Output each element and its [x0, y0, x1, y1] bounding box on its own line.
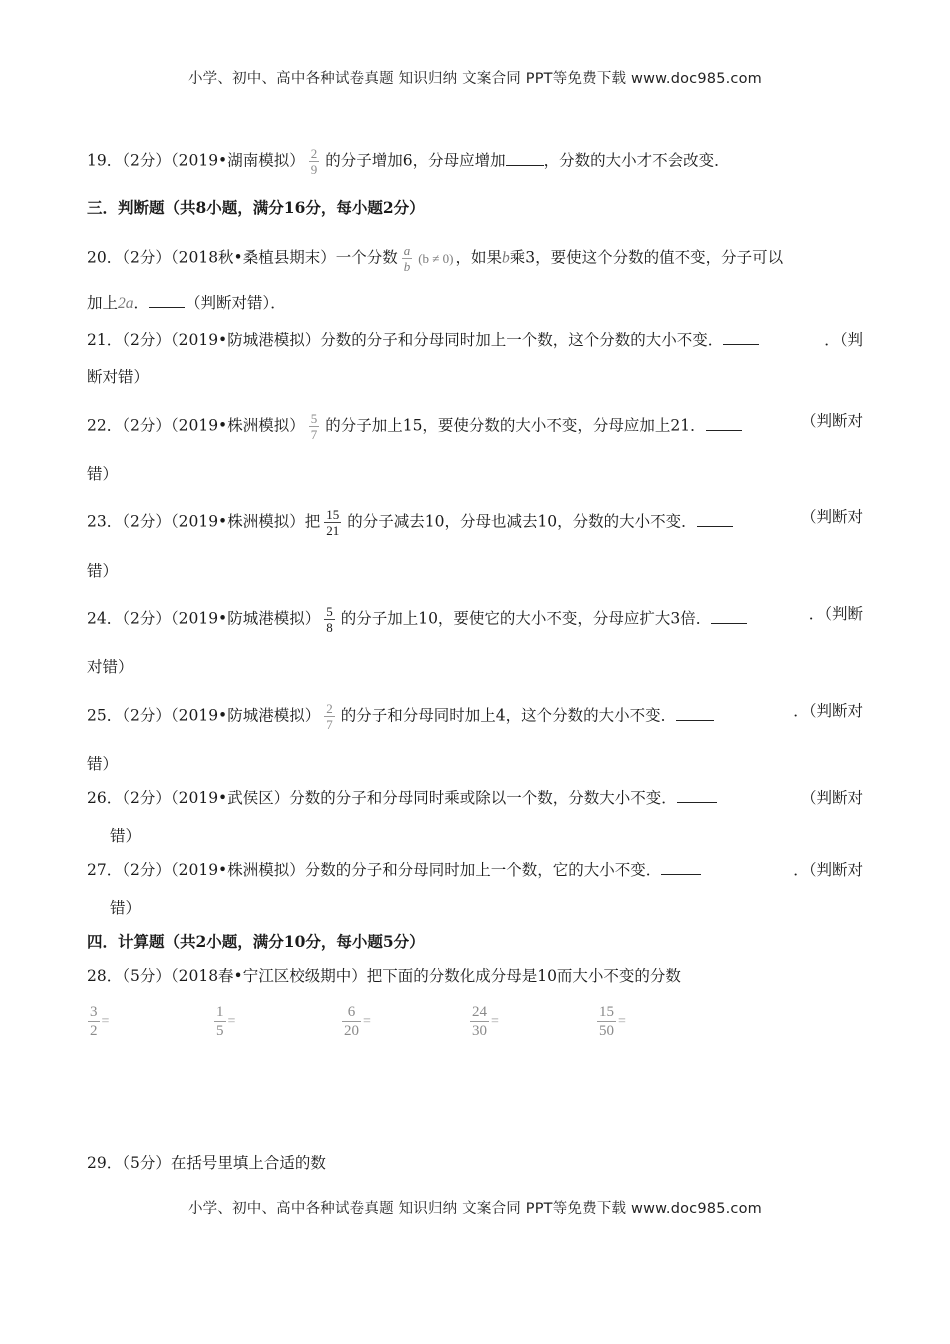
fraction-5-7: $\frac{5}{7}$ [310, 411, 318, 442]
question-20-line2: 加上2a． （判断对错）． [87, 294, 286, 312]
conversion-item: $\frac{1}{5}$ = [216, 1004, 236, 1039]
question-23: 23．（2分）（2019•株洲模拟）把 $\frac{15}{21}$ 的分子减去10，分母也减去10，分数的大小不变． （判断对 [87, 507, 863, 538]
question-25-line2: 错） [87, 755, 119, 773]
question-27: 27．（2分）（2019•株洲模拟）分数的分子和分母同时加上一个数，它的大小不变． ．（判断对 [87, 861, 863, 879]
page-footer: 小学、初中、高中各种试卷真题 知识归纳 文案合同 PPT等免费下载 www.doc985.com [187, 1201, 763, 1217]
section-3-title: 三．判断题（共8小题，满分16分，每小题2分） [87, 198, 425, 217]
fraction-15-21: $\frac{15}{21}$ [326, 507, 340, 538]
fraction-a-b: $\frac{a}{b}$ [403, 243, 411, 274]
conversion-item: $\frac{24}{30}$ = [472, 1004, 499, 1039]
question-24: 24．（2分）（2019•防城港模拟） $\frac{5}{8}$ 的分子加上10，要使它的大小不变，分母应扩大3倍． ．（判断 [87, 604, 863, 635]
conversion-item: $\frac{15}{50}$ = [599, 1004, 626, 1039]
page-header: 小学、初中、高中各种试卷真题 知识归纳 文案合同 PPT等免费下载 www.doc985.com [187, 71, 763, 87]
question-23-line2: 错） [87, 562, 119, 580]
question-19: 19．（2分）（2019•湖南模拟） $\frac{2}{9}$ 的分子增加6，分母应增加 ，分数的大小才不会改变． [87, 146, 730, 177]
answer-blank[interactable] [706, 416, 742, 431]
answer-blank[interactable] [711, 609, 747, 624]
conversion-item: $\frac{3}{2}$ = [90, 1004, 110, 1039]
question-22-line2: 错） [87, 465, 119, 483]
conversion-item: $\frac{6}{20}$ = [344, 1004, 371, 1039]
question-28: 28．（5分）（2018春•宁江区校级期中）把下面的分数化成分母是10而大小不变的分数 [87, 967, 681, 985]
section-4-title: 四．计算题（共2小题，满分10分，每小题5分） [87, 932, 425, 951]
question-21-line2: 断对错） [87, 368, 150, 386]
answer-blank[interactable] [506, 151, 544, 166]
fraction-5-8: $\frac{5}{8}$ [326, 604, 333, 635]
question-20: 20．（2分）（2018秋•桑植县期末）一个分数 $\frac{a}{b}$ (b ≠ 0) ，如果b乘3，要使这个分数的值不变，分子可以 [87, 243, 784, 274]
question-21: 21．（2分）（2019•防城港模拟）分数的分子和分母同时加上一个数，这个分数的大小不变． ．（判 [87, 331, 863, 349]
question-22: 22．（2分）（2019•株洲模拟） $\frac{5}{7}$ 的分子加上15，要使分数的大小不变，分母应加上21． （判断对 [87, 411, 863, 442]
fraction-2-9: $\frac{2}{9}$ [310, 146, 318, 177]
fraction-2-7: $\frac{2}{7}$ [326, 701, 333, 732]
question-26-line2: 错） [110, 827, 142, 845]
question-27-line2: 错） [110, 899, 142, 917]
answer-blank[interactable] [661, 860, 701, 875]
question-24-line2: 对错） [87, 658, 134, 676]
answer-blank[interactable] [697, 512, 733, 527]
answer-blank[interactable] [676, 706, 714, 721]
answer-blank[interactable] [149, 293, 185, 308]
answer-blank[interactable] [723, 330, 759, 345]
question-29: 29．（5分）在括号里填上合适的数 [87, 1154, 326, 1172]
question-26: 26．（2分）（2019•武侯区）分数的分子和分母同时乘或除以一个数，分数大小不变． （判断对 [87, 789, 863, 807]
question-25: 25．（2分）（2019•防城港模拟） $\frac{2}{7}$ 的分子和分母同时加上4，这个分数的大小不变． ．（判断对 [87, 701, 863, 732]
answer-blank[interactable] [677, 788, 717, 803]
condition-b-not-zero: (b ≠ 0) [418, 250, 454, 266]
